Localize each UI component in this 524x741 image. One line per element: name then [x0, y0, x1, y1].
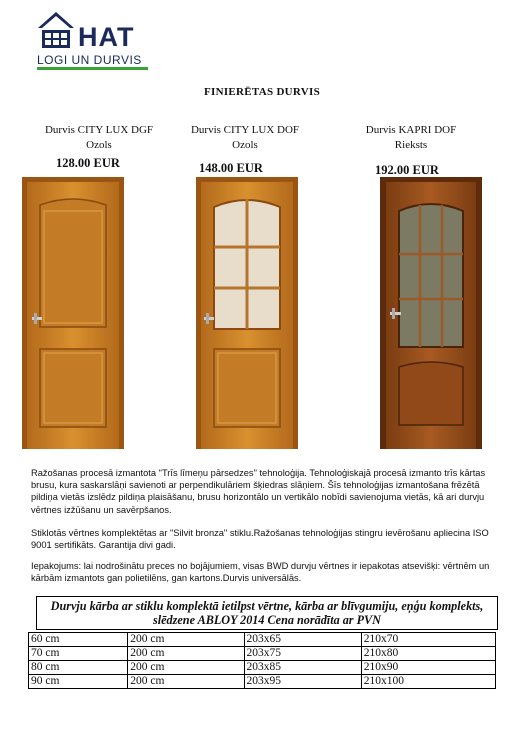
table-cell: 203x85 [244, 661, 361, 675]
product-price: 148.00 EUR [199, 161, 263, 175]
table-cell: 70 cm [29, 647, 128, 661]
table-cell: 210x80 [361, 647, 495, 661]
table-cell: 203x65 [244, 633, 361, 647]
door-image-city-lux-dgf [22, 177, 124, 449]
table-row [29, 633, 496, 647]
table-cell: 90 cm [29, 675, 128, 689]
table-row [29, 675, 496, 689]
product-variant: Ozols [86, 139, 112, 151]
product-price: 192.00 EUR [375, 163, 439, 177]
product-name: Durvis CITY LUX DOF [190, 124, 300, 136]
product-variant: Rieksts [394, 139, 428, 151]
product-price: 128.00 EUR [56, 156, 120, 170]
door-image-city-lux-dof [196, 177, 298, 449]
sizes-table [28, 632, 496, 689]
table-cell: 210x100 [361, 675, 495, 689]
table-cell: 80 cm [29, 661, 128, 675]
description-glass: Stiklotās vērtnes komplektētas ar "Silvit bronza" stiklu.Ražošanas tehnoloģijas stingru ievērošanu apliecina ISO 9001 sertifikāts. Garantija divi gadi. [31, 528, 489, 551]
table-cell: 200 cm [128, 647, 244, 661]
table-cell: 203x75 [244, 647, 361, 661]
description-technology: Ražošanas procesā izmantota "Trīs līmeņu pārsedzes" tehnoloģija. Tehnoloģiskajā procesā izmanto trīs kārtas brusu, kura saskarslāņi savienoti ar perpendikulāriem šķiedras slāņiem. Šīs tehnoloģijas izmantošana frēzētā pildiņa vietās izslēdz pildiņa plaisāšanu, brusu horizontālo un vertikālo nobīdi savienojuma vietās, kā ari durvju vērtnes izžūšanu un savērpšanos. [31, 468, 486, 515]
product-name: Durvis KAPRI DOF [365, 124, 457, 136]
table-row [29, 647, 496, 661]
product-2 [170, 123, 320, 153]
table-row [29, 661, 496, 675]
product-1 [24, 123, 174, 153]
table-cell: 200 cm [128, 675, 244, 689]
table-cell: 203x95 [244, 675, 361, 689]
table-cell: 210x70 [361, 633, 495, 647]
table-cell: 210x90 [361, 661, 495, 675]
house-logo-icon [36, 10, 76, 50]
package-note: Durvju kārba ar stiklu komplektā ietilpst vērtne, kārba ar blīvgumiju, eņģu komplekts, slēdzene ABLOY 2014 Cena norādīta ar PVN [36, 596, 498, 630]
page-title: FINIERĒTAS DURVIS [203, 86, 321, 98]
table-cell: 200 cm [128, 661, 244, 675]
table-cell: 60 cm [29, 633, 128, 647]
brand-tagline: LOGI UN DURVIS [37, 53, 142, 67]
table-cell: 200 cm [128, 633, 244, 647]
product-3 [336, 123, 486, 153]
product-name: Durvis CITY LUX DGF [44, 124, 154, 136]
door-image-kapri-dof [380, 177, 482, 449]
description-packaging: Iepakojums: lai nodrošinātu preces no bojājumiem, visas BWD durvju vērtnes ir iepakotas atsevišķi: vērtnēm un kārbām izmantots gan polietilēns, gan kartons.Durvis universālās. [31, 561, 490, 584]
brand-name: HAT [78, 22, 135, 52]
product-variant: Ozols [232, 139, 258, 151]
brand-underline [37, 67, 148, 70]
